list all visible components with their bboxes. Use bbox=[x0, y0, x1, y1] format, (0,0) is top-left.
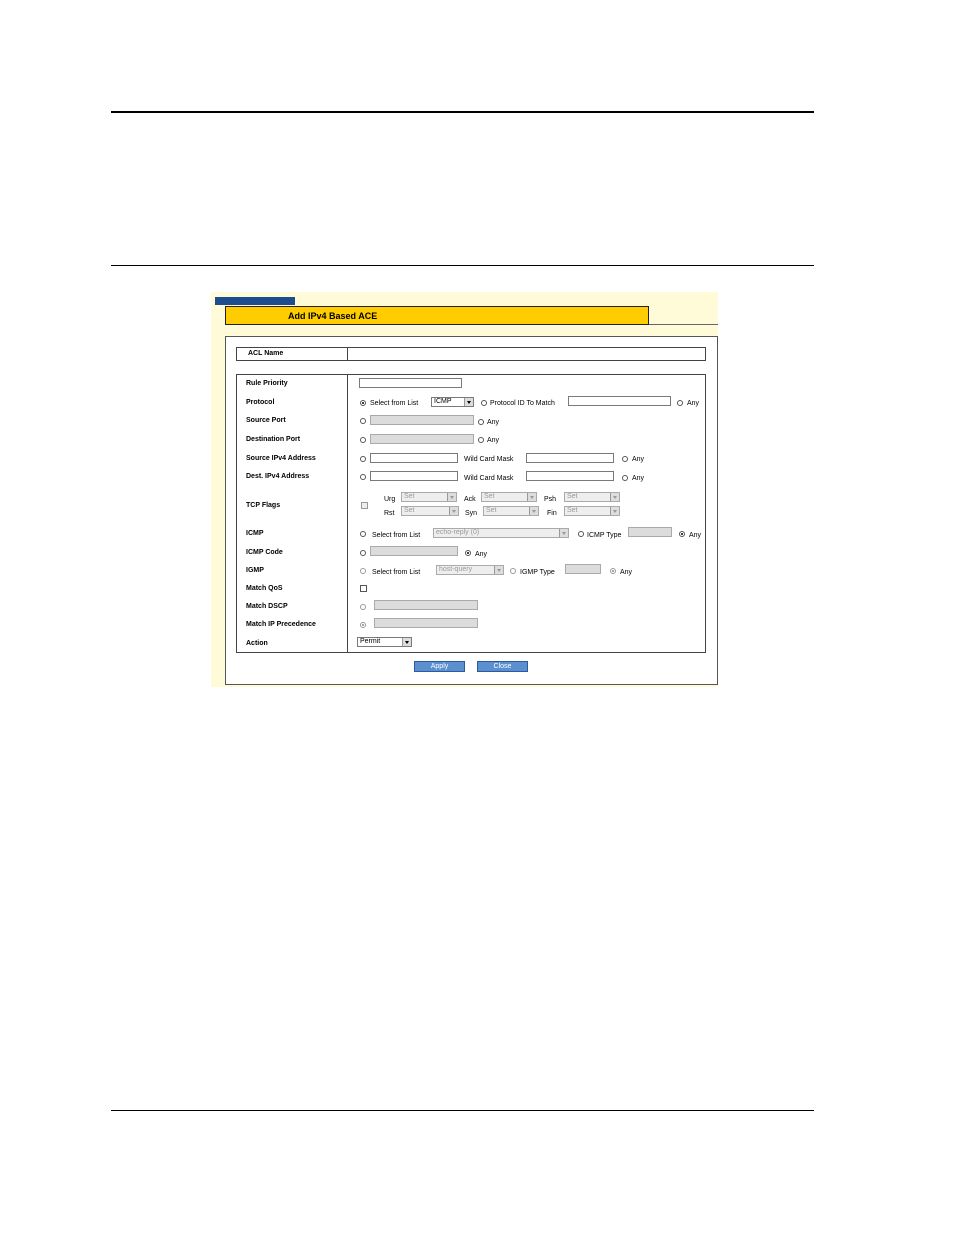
chevron-down-icon bbox=[447, 493, 456, 501]
igmp-type-radio[interactable] bbox=[510, 568, 516, 574]
dest-wildcard-input[interactable] bbox=[526, 471, 614, 481]
protocol-any-label: Any bbox=[687, 400, 700, 407]
source-port-label: Source Port bbox=[246, 417, 286, 424]
tcp-flags-checkbox[interactable] bbox=[361, 502, 368, 509]
action-label: Action bbox=[246, 640, 268, 647]
form-panel bbox=[225, 336, 718, 685]
igmp-select[interactable] bbox=[436, 565, 504, 575]
source-ipv4-radio[interactable] bbox=[360, 456, 366, 462]
dest-ipv4-label: Dest. IPv4 Address bbox=[246, 473, 310, 480]
tcp-flag-fin-label: Fin bbox=[547, 510, 557, 517]
igmp-any-label: Any bbox=[620, 569, 633, 576]
close-button[interactable]: Close bbox=[477, 661, 528, 672]
icmp-any-radio[interactable] bbox=[679, 531, 685, 537]
source-ipv4-any-radio[interactable] bbox=[622, 456, 628, 462]
tcp-flag-fin-select[interactable] bbox=[564, 506, 620, 516]
match-qos-checkbox[interactable] bbox=[360, 585, 367, 592]
igmp-select-label: Select from List bbox=[372, 569, 421, 576]
protocol-id-label: Protocol ID To Match bbox=[490, 400, 555, 407]
chevron-down-icon bbox=[527, 493, 536, 501]
source-port-input[interactable] bbox=[370, 415, 474, 425]
destination-port-any-radio[interactable] bbox=[478, 437, 484, 443]
protocol-select-label: Select from List bbox=[370, 400, 419, 407]
column-divider bbox=[347, 348, 348, 360]
tcp-flag-urg-select[interactable] bbox=[401, 492, 457, 502]
tcp-flag-ack-label: Ack bbox=[464, 496, 476, 503]
match-ip-precedence-input[interactable] bbox=[374, 618, 478, 628]
icmp-code-any-label: Any bbox=[475, 551, 488, 558]
rule-priority-label: Rule Priority bbox=[246, 380, 288, 387]
igmp-select-radio[interactable] bbox=[360, 568, 366, 574]
tcp-flag-psh-value: Set bbox=[567, 493, 578, 500]
icmp-code-label: ICMP Code bbox=[246, 549, 283, 556]
tcp-flag-rst-select[interactable] bbox=[401, 506, 459, 516]
source-port-any-label: Any bbox=[487, 419, 500, 426]
icmp-type-label: ICMP Type bbox=[587, 532, 622, 539]
rule-priority-input[interactable] bbox=[359, 378, 462, 388]
igmp-select-value: host-query bbox=[439, 566, 473, 573]
match-dscp-radio[interactable] bbox=[360, 604, 366, 610]
dialog-title: Add IPv4 Based ACE bbox=[288, 311, 378, 321]
chevron-down-icon bbox=[464, 398, 473, 406]
protocol-label: Protocol bbox=[246, 399, 275, 406]
protocol-any-radio[interactable] bbox=[677, 400, 683, 406]
footer-rule bbox=[111, 1110, 814, 1111]
icmp-code-radio[interactable] bbox=[360, 550, 366, 556]
acl-name-label: ACL Name bbox=[248, 350, 284, 357]
protocol-select-radio[interactable] bbox=[360, 400, 366, 406]
dest-wildcard-label: Wild Card Mask bbox=[464, 475, 514, 482]
chevron-down-icon bbox=[402, 638, 411, 646]
igmp-label: IGMP bbox=[246, 567, 264, 574]
column-divider bbox=[347, 375, 348, 652]
match-dscp-input[interactable] bbox=[374, 600, 478, 610]
source-port-radio[interactable] bbox=[360, 418, 366, 424]
protocol-select[interactable] bbox=[431, 397, 474, 407]
source-ipv4-input[interactable] bbox=[370, 453, 458, 463]
dest-ipv4-any-radio[interactable] bbox=[622, 475, 628, 481]
destination-port-label: Destination Port bbox=[246, 436, 301, 443]
ace-dialog-screenshot bbox=[211, 292, 718, 687]
tcp-flag-psh-select[interactable] bbox=[564, 492, 620, 502]
icmp-any-label: Any bbox=[689, 532, 702, 539]
protocol-id-radio[interactable] bbox=[481, 400, 487, 406]
destination-port-radio[interactable] bbox=[360, 437, 366, 443]
dest-ipv4-any-label: Any bbox=[632, 475, 645, 482]
tab-strip bbox=[215, 297, 295, 305]
icmp-code-input[interactable] bbox=[370, 546, 458, 556]
icmp-select-value: echo-reply (0) bbox=[436, 529, 480, 536]
icmp-select-label: Select from List bbox=[372, 532, 421, 539]
tcp-flags-label: TCP Flags bbox=[246, 502, 281, 509]
tcp-flag-ack-value: Set bbox=[484, 493, 495, 500]
source-port-any-radio[interactable] bbox=[478, 419, 484, 425]
dest-ipv4-input[interactable] bbox=[370, 471, 458, 481]
match-dscp-label: Match DSCP bbox=[246, 603, 288, 610]
tcp-flag-rst-label: Rst bbox=[384, 510, 395, 517]
source-ipv4-label: Source IPv4 Address bbox=[246, 455, 316, 462]
igmp-type-input[interactable] bbox=[565, 564, 601, 574]
tcp-flag-urg-value: Set bbox=[404, 493, 415, 500]
destination-port-any-label: Any bbox=[487, 437, 500, 444]
title-divider bbox=[649, 324, 718, 325]
icmp-select[interactable] bbox=[433, 528, 569, 538]
match-qos-label: Match QoS bbox=[246, 585, 283, 592]
icmp-type-radio[interactable] bbox=[578, 531, 584, 537]
icmp-select-radio[interactable] bbox=[360, 531, 366, 537]
match-ip-precedence-label: Match IP Precedence bbox=[246, 621, 316, 628]
tcp-flag-rst-value: Set bbox=[404, 507, 415, 514]
dest-ipv4-radio[interactable] bbox=[360, 474, 366, 480]
source-ipv4-any-label: Any bbox=[632, 456, 645, 463]
icmp-type-input[interactable] bbox=[628, 527, 672, 537]
tcp-flag-syn-label: Syn bbox=[465, 510, 478, 517]
tcp-flag-urg-label: Urg bbox=[384, 496, 396, 503]
protocol-id-input[interactable] bbox=[568, 396, 671, 406]
tcp-flag-syn-value: Set bbox=[486, 507, 497, 514]
tcp-flag-ack-select[interactable] bbox=[481, 492, 537, 502]
chevron-down-icon bbox=[449, 507, 458, 515]
action-select[interactable] bbox=[357, 637, 412, 647]
icmp-label: ICMP bbox=[246, 530, 264, 537]
apply-button[interactable]: Apply bbox=[414, 661, 465, 672]
match-ip-precedence-radio[interactable] bbox=[360, 622, 366, 628]
action-select-value: Permit bbox=[360, 638, 381, 645]
icmp-code-any-radio[interactable] bbox=[465, 550, 471, 556]
source-wildcard-label: Wild Card Mask bbox=[464, 456, 514, 463]
chevron-down-icon bbox=[529, 507, 538, 515]
dialog-title-bar bbox=[225, 306, 649, 325]
tcp-flag-psh-label: Psh bbox=[544, 496, 557, 503]
chevron-down-icon bbox=[494, 566, 503, 574]
tcp-flag-fin-value: Set bbox=[567, 507, 578, 514]
header-rule bbox=[111, 111, 814, 113]
chevron-down-icon bbox=[610, 507, 619, 515]
chevron-down-icon bbox=[559, 529, 568, 537]
tcp-flag-syn-select[interactable] bbox=[483, 506, 539, 516]
ace-form bbox=[236, 374, 706, 653]
protocol-select-value: ICMP bbox=[434, 398, 452, 405]
source-wildcard-input[interactable] bbox=[526, 453, 614, 463]
section-rule bbox=[111, 265, 814, 266]
destination-port-input[interactable] bbox=[370, 434, 474, 444]
chevron-down-icon bbox=[610, 493, 619, 501]
igmp-type-label: IGMP Type bbox=[520, 569, 555, 576]
igmp-any-radio[interactable] bbox=[610, 568, 616, 574]
acl-name-row bbox=[236, 347, 706, 361]
